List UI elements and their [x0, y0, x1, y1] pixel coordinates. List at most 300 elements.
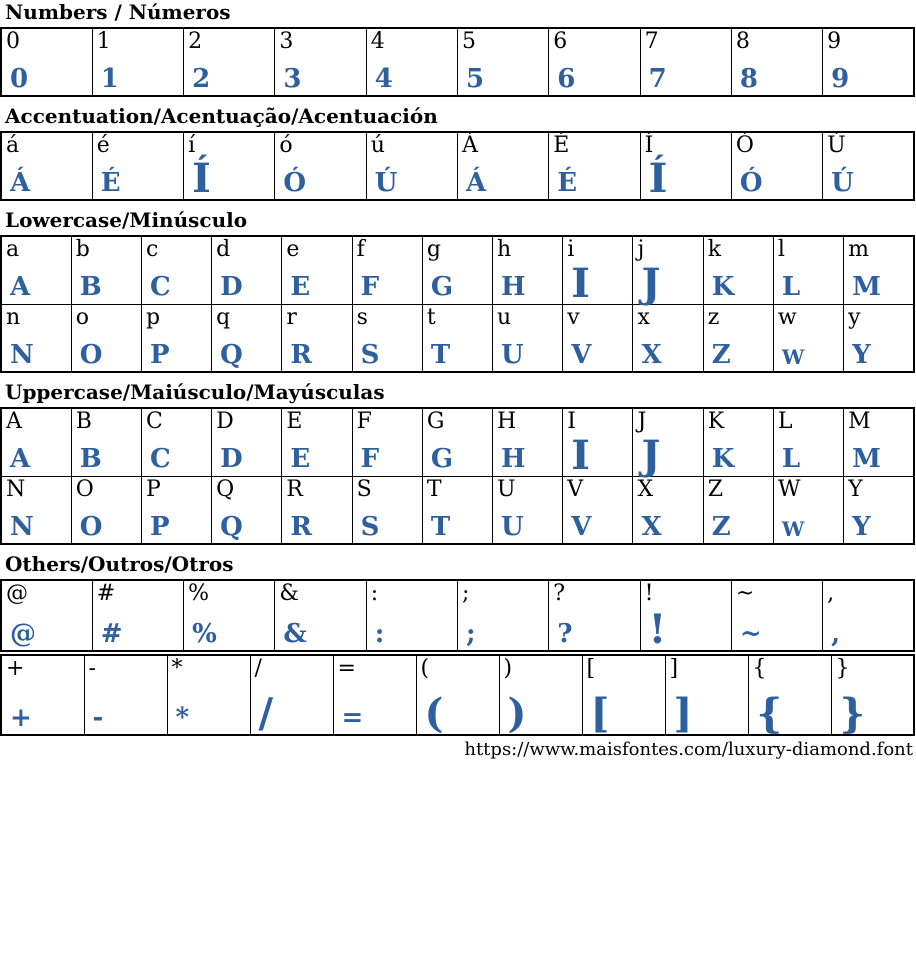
styled-glyph: [: [590, 690, 610, 737]
char-cell: [731, 580, 822, 651]
cell-content: [633, 409, 702, 479]
cell-content: [2, 305, 71, 372]
plain-char: F: [356, 409, 372, 434]
char-cell: [366, 132, 457, 200]
plain-char: P: [145, 476, 161, 502]
styled-glyph: O: [79, 339, 103, 370]
cell-content: [563, 477, 632, 544]
plain-char: É: [553, 133, 570, 158]
char-cell: [1, 236, 71, 304]
cell-content: [458, 29, 548, 95]
styled-glyph: Q: [220, 511, 243, 542]
cell-content: [212, 237, 281, 304]
plain-char: =: [337, 656, 356, 681]
plain-char: /: [254, 656, 262, 681]
char-cell: [1, 28, 92, 96]
cell-content: [844, 305, 913, 372]
plain-char: +: [6, 656, 25, 681]
char-cell: [457, 132, 548, 200]
cell-content: [2, 409, 71, 476]
cell-content: [282, 409, 351, 476]
char-cell: [212, 236, 282, 304]
char-cell: [92, 28, 183, 96]
section-accentuation: [0, 106, 916, 201]
styled-glyph: Ó: [283, 167, 307, 198]
section-title-uppercase: Uppercase/Maiúsculo/Mayúsculas: [5, 380, 385, 404]
char-cell: [773, 408, 843, 476]
styled-glyph: J: [641, 431, 661, 479]
table-row: [1, 580, 914, 651]
plain-char: z: [707, 304, 720, 330]
styled-glyph: D: [220, 444, 243, 475]
styled-glyph: /: [258, 690, 274, 737]
plain-char: N: [6, 476, 26, 502]
cell-content: [251, 656, 333, 737]
plain-char: C: [145, 409, 163, 434]
char-cell: [457, 580, 548, 651]
styled-glyph: #: [100, 618, 123, 649]
plain-char: ú: [370, 133, 385, 158]
plain-char: 5: [461, 29, 476, 54]
styled-glyph: H: [501, 444, 526, 475]
cell-content: [458, 133, 548, 199]
plain-char: v: [567, 304, 580, 330]
styled-glyph: C: [149, 444, 171, 475]
styled-glyph: *: [175, 702, 190, 733]
char-cell: [640, 28, 731, 96]
char-cell: [633, 236, 703, 307]
cell-content: [72, 237, 141, 304]
plain-char: S: [356, 476, 372, 502]
section-lowercase: [0, 210, 916, 373]
styled-glyph: N: [10, 511, 34, 542]
styled-glyph: Á: [10, 167, 31, 198]
plain-char: 2: [188, 29, 203, 54]
cell-content: [704, 305, 773, 372]
cell-content: [184, 29, 274, 95]
plain-char: G: [426, 409, 445, 434]
styled-glyph: R: [290, 511, 312, 542]
plain-char: 0: [6, 29, 20, 54]
plain-char: 9: [827, 29, 842, 54]
cell-content: [633, 477, 702, 544]
styled-glyph: V: [571, 339, 592, 370]
cell-content: [823, 133, 913, 199]
char-cell: [282, 236, 352, 304]
styled-glyph: Z: [711, 511, 731, 542]
section-title-lowercase: Lowercase/Minúsculo: [5, 208, 248, 232]
plain-char: L: [777, 409, 793, 434]
char-cell: [831, 655, 914, 735]
cell-content: [367, 581, 457, 650]
plain-char: I: [567, 409, 576, 434]
cell-content: [423, 477, 492, 544]
styled-glyph: P: [149, 511, 170, 542]
table-row: [1, 132, 914, 200]
cell-content: [641, 29, 731, 95]
cell-content: [2, 133, 92, 199]
plain-char: é: [96, 133, 110, 158]
cell-content: [85, 656, 167, 734]
styled-glyph: E: [290, 444, 311, 475]
styled-glyph: C: [149, 272, 171, 303]
char-cell: [1, 655, 84, 735]
char-cell: [416, 655, 499, 735]
plain-char: 8: [735, 29, 750, 54]
plain-char: j: [637, 237, 645, 262]
char-cell: [352, 236, 422, 304]
char-cell: [1, 476, 71, 544]
numbers-table-0: [0, 27, 915, 97]
cell-content: [563, 305, 632, 372]
plain-char: í: [188, 133, 196, 158]
cell-content: [774, 305, 843, 372]
styled-glyph: 1: [100, 63, 119, 94]
cell-content: [275, 29, 365, 95]
section-uppercase: [0, 382, 916, 545]
cell-content: [493, 477, 562, 544]
uppercase-table-0: [0, 407, 915, 545]
char-cell: [282, 408, 352, 476]
styled-glyph: B: [79, 272, 102, 303]
plain-char: y: [848, 304, 861, 330]
plain-char: b: [75, 237, 90, 262]
cell-content: [353, 477, 422, 544]
char-cell: [633, 408, 703, 479]
styled-glyph: G: [430, 444, 454, 475]
cell-content: [367, 29, 457, 95]
char-cell: [493, 476, 563, 544]
styled-glyph: T: [430, 511, 451, 542]
plain-char: r: [286, 304, 297, 330]
plain-char: l: [777, 237, 785, 262]
cell-content: [282, 477, 351, 544]
cell-content: [2, 237, 71, 304]
cell-content: [704, 237, 773, 304]
char-cell: [1, 408, 71, 476]
cell-content: [732, 581, 822, 650]
plain-char: Á: [461, 133, 478, 158]
cell-content: [282, 237, 351, 304]
plain-char: 1: [96, 29, 111, 54]
cell-content: [549, 29, 639, 95]
char-cell: [212, 476, 282, 544]
styled-glyph: I: [571, 431, 590, 479]
cell-content: [774, 477, 843, 544]
cell-content: [2, 581, 92, 650]
styled-glyph: (: [424, 690, 444, 737]
char-cell: [633, 476, 703, 544]
section-numbers: [0, 2, 916, 97]
cell-content: [282, 305, 351, 372]
cell-content: [353, 305, 422, 372]
char-cell: [333, 655, 416, 735]
char-cell: [275, 28, 366, 96]
char-cell: [71, 236, 141, 304]
styled-glyph: =: [341, 702, 364, 733]
cell-content: [732, 133, 822, 199]
plain-char: [: [586, 656, 596, 681]
plain-char: Í: [644, 133, 654, 158]
cell-content: [774, 409, 843, 476]
char-cell: [282, 476, 352, 544]
char-cell: [71, 304, 141, 372]
char-cell: [84, 655, 167, 735]
char-cell: [366, 28, 457, 96]
char-cell: [844, 408, 914, 476]
char-cell: [633, 304, 703, 372]
styled-glyph: F: [360, 272, 380, 303]
char-cell: [422, 236, 492, 304]
plain-char: W: [777, 476, 801, 502]
plain-char: h: [497, 237, 512, 262]
styled-glyph: 7: [648, 63, 667, 94]
styled-glyph: }: [839, 690, 866, 737]
styled-glyph: Ú: [374, 167, 398, 198]
plain-char: #: [96, 581, 116, 606]
char-cell: [493, 236, 563, 304]
font-specimen-page: [0, 2, 916, 761]
styled-glyph: Ú: [831, 167, 854, 198]
char-cell: [422, 408, 492, 476]
char-cell: [844, 476, 914, 544]
char-cell: [563, 236, 633, 307]
plain-char: *: [171, 656, 183, 681]
styled-glyph: ~: [739, 618, 762, 649]
cell-content: [168, 656, 250, 734]
cell-content: [212, 409, 281, 476]
styled-glyph: N: [10, 339, 34, 370]
plain-char: {: [752, 656, 767, 681]
char-cell: [748, 655, 831, 735]
cell-content: [212, 477, 281, 544]
cell-content: [563, 409, 632, 479]
char-cell: [703, 304, 773, 372]
char-cell: [844, 236, 914, 304]
plain-char: ?: [553, 581, 566, 606]
section-title-others: Others/Outros/Otros: [5, 552, 234, 576]
plain-char: -: [88, 656, 96, 681]
styled-glyph: Á: [465, 167, 487, 198]
cell-content: [549, 133, 639, 199]
styled-glyph: L: [781, 444, 801, 475]
styled-glyph: 3: [283, 63, 302, 94]
cell-content: [93, 133, 183, 199]
styled-glyph: ]: [673, 690, 693, 737]
char-cell: [549, 28, 640, 96]
char-cell: [71, 476, 141, 544]
plain-char: }: [835, 656, 850, 681]
styled-glyph: A: [10, 272, 31, 303]
char-cell: [141, 236, 211, 304]
others-table-1: [0, 654, 915, 736]
char-cell: [212, 304, 282, 372]
styled-glyph: K: [711, 272, 735, 303]
styled-glyph: R: [290, 339, 312, 370]
cell-content: [334, 656, 416, 734]
plain-char: J: [637, 409, 647, 434]
cell-content: [142, 305, 211, 372]
styled-glyph: ,: [831, 618, 841, 649]
char-cell: [1, 304, 71, 372]
plain-char: 4: [370, 29, 385, 54]
char-cell: [731, 28, 822, 96]
cell-content: [184, 133, 274, 202]
styled-glyph: {: [756, 690, 783, 737]
styled-glyph: Y: [852, 511, 871, 542]
cell-content: [823, 29, 913, 95]
plain-char: ,: [827, 581, 835, 606]
styled-glyph: Z: [711, 339, 731, 370]
plain-char: D: [216, 409, 234, 434]
plain-char: m: [848, 237, 869, 262]
cell-content: [704, 409, 773, 476]
plain-char: &: [279, 581, 299, 606]
table-row: [1, 655, 914, 735]
plain-char: M: [848, 409, 871, 434]
char-cell: [184, 132, 275, 200]
char-cell: [773, 304, 843, 372]
cell-content: [563, 237, 632, 307]
styled-glyph: -: [92, 702, 104, 733]
styled-glyph: É: [557, 167, 578, 198]
char-cell: [582, 655, 665, 735]
section-title-numbers: Numbers / Números: [5, 0, 231, 24]
char-cell: [773, 476, 843, 544]
plain-char: ó: [279, 133, 293, 158]
cell-content: [666, 656, 748, 737]
styled-glyph: ?: [557, 618, 573, 649]
plain-char: Q: [216, 476, 235, 502]
styled-glyph: M: [852, 272, 881, 303]
styled-glyph: :: [374, 618, 385, 649]
char-cell: [549, 132, 640, 200]
styled-glyph: Í: [648, 155, 668, 202]
cell-content: [93, 29, 183, 95]
plain-char: ): [503, 656, 513, 681]
char-cell: [275, 132, 366, 200]
cell-content: [732, 29, 822, 95]
styled-glyph: Y: [852, 339, 871, 370]
char-cell: [823, 580, 914, 651]
plain-char: O: [75, 476, 94, 502]
char-cell: [422, 304, 492, 372]
cell-content: [184, 581, 274, 650]
char-cell: [563, 408, 633, 479]
section-title-accentuation: Accentuation/Acentuação/Acentuación: [5, 104, 438, 128]
plain-char: @: [6, 581, 28, 606]
cell-content: [212, 305, 281, 372]
styled-glyph: &: [283, 618, 307, 649]
plain-char: n: [6, 304, 21, 330]
cell-content: [641, 581, 731, 653]
char-cell: [282, 304, 352, 372]
styled-glyph: X: [641, 511, 662, 542]
plain-char: a: [6, 237, 20, 262]
plain-char: i: [567, 237, 575, 262]
styled-glyph: +: [10, 702, 32, 733]
styled-glyph: @: [10, 618, 36, 649]
char-cell: [731, 132, 822, 200]
char-cell: [141, 476, 211, 544]
styled-glyph: !: [648, 606, 667, 653]
plain-char: %: [188, 581, 209, 606]
plain-char: E: [286, 409, 303, 434]
char-cell: [703, 476, 773, 544]
cell-content: [823, 581, 913, 650]
char-cell: [563, 304, 633, 372]
styled-glyph: E: [290, 272, 311, 303]
table-row: [1, 304, 914, 372]
styled-glyph: ;: [465, 618, 476, 649]
plain-char: Ó: [735, 133, 754, 158]
cell-content: [72, 477, 141, 544]
cell-content: [2, 477, 71, 544]
char-cell: [275, 580, 366, 651]
char-cell: [549, 580, 640, 651]
plain-char: á: [6, 133, 20, 158]
styled-glyph: U: [501, 339, 524, 370]
char-cell: [352, 476, 422, 544]
styled-glyph: ): [507, 690, 527, 737]
char-cell: [141, 408, 211, 476]
char-cell: [640, 132, 731, 200]
char-cell: [703, 236, 773, 304]
styled-glyph: 2: [192, 63, 211, 94]
plain-char: Ú: [827, 133, 846, 158]
char-cell: [457, 28, 548, 96]
char-cell: [92, 580, 183, 651]
plain-char: U: [497, 476, 516, 502]
char-cell: [366, 580, 457, 651]
plain-char: u: [497, 304, 512, 330]
accentuation-table-0: [0, 131, 915, 201]
cell-content: [417, 656, 499, 737]
cell-content: [72, 305, 141, 372]
cell-content: [633, 305, 702, 372]
styled-glyph: U: [501, 511, 524, 542]
styled-glyph: É: [100, 167, 121, 198]
styled-glyph: A: [10, 444, 31, 475]
styled-glyph: W: [781, 345, 805, 369]
plain-char: R: [286, 476, 303, 502]
cell-content: [142, 409, 211, 476]
plain-char: k: [707, 237, 722, 262]
styled-glyph: %: [192, 618, 217, 649]
plain-char: s: [356, 304, 368, 330]
cell-content: [2, 29, 92, 95]
styled-glyph: I: [571, 259, 590, 307]
plain-char: 6: [553, 29, 568, 54]
styled-glyph: P: [149, 339, 170, 370]
char-cell: [167, 655, 250, 735]
plain-char: X: [637, 476, 654, 502]
plain-char: x: [637, 304, 650, 330]
styled-glyph: M: [852, 444, 881, 475]
cell-content: [500, 656, 582, 737]
table-row: [1, 408, 914, 476]
cell-content: [93, 581, 183, 650]
plain-char: B: [75, 409, 92, 434]
styled-glyph: O: [79, 511, 103, 542]
char-cell: [640, 580, 731, 651]
styled-glyph: Í: [192, 155, 211, 202]
char-cell: [823, 28, 914, 96]
styled-glyph: 5: [465, 63, 485, 94]
plain-char: 3: [279, 29, 294, 54]
cell-content: [704, 477, 773, 544]
char-cell: [92, 132, 183, 200]
